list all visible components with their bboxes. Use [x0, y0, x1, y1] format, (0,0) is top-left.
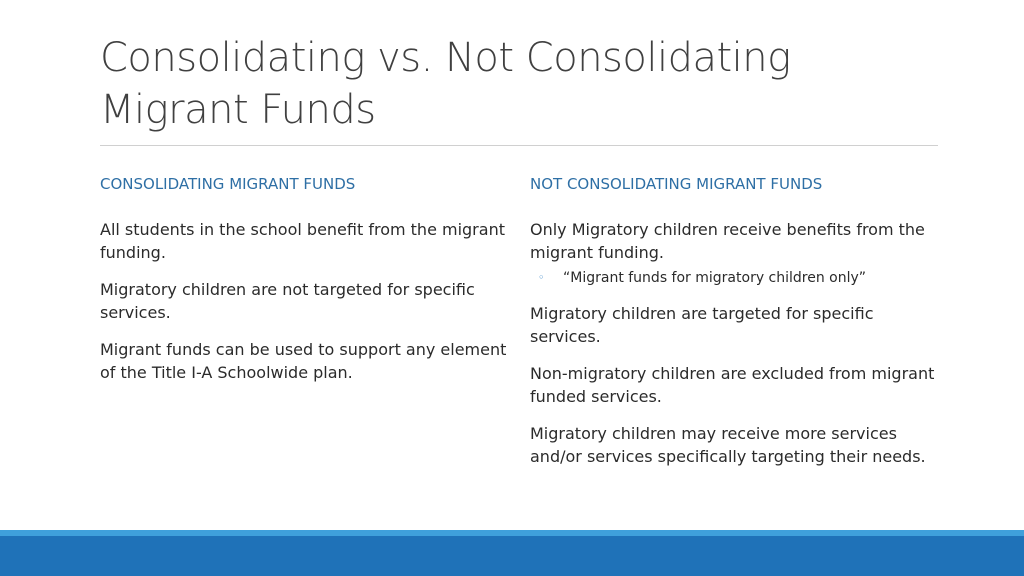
- left-paragraph: Migrant funds can be used to support any element of the Title I-A Schoolwide plan.: [100, 340, 507, 382]
- right-paragraph: Migratory children are targeted for specific services.: [530, 304, 874, 346]
- slide-title: [100, 32, 940, 136]
- right-paragraph: Only Migratory children receive benefits from the migrant funding.: [530, 220, 925, 262]
- right-paragraph: Non-migratory children are excluded from migrant funded services.: [530, 364, 935, 406]
- sub-bullet: [530, 268, 940, 288]
- left-column-heading: CONSOLIDATING MIGRANT FUNDS: [100, 175, 356, 193]
- slide-title-line-2: Migrant Funds: [100, 87, 376, 133]
- left-column: [100, 174, 510, 398]
- title-divider: [100, 145, 938, 146]
- right-column-heading: NOT CONSOLIDATING MIGRANT FUNDS: [530, 175, 823, 193]
- right-paragraph: Migratory children may receive more services and/or services specifically targeting their needs.: [530, 424, 926, 466]
- left-paragraph: All students in the school benefit from the migrant funding.: [100, 220, 505, 262]
- right-column: [530, 174, 940, 482]
- slide-title-line-1: Consolidating vs. Not Consolidating: [100, 35, 791, 81]
- footer-bar: [0, 536, 1024, 576]
- hollow-circle-bullet-icon: ◦: [538, 271, 545, 284]
- left-paragraph: Migratory children are not targeted for specific services.: [100, 280, 475, 322]
- sub-bullet-text: “Migrant funds for migratory children only”: [563, 270, 867, 286]
